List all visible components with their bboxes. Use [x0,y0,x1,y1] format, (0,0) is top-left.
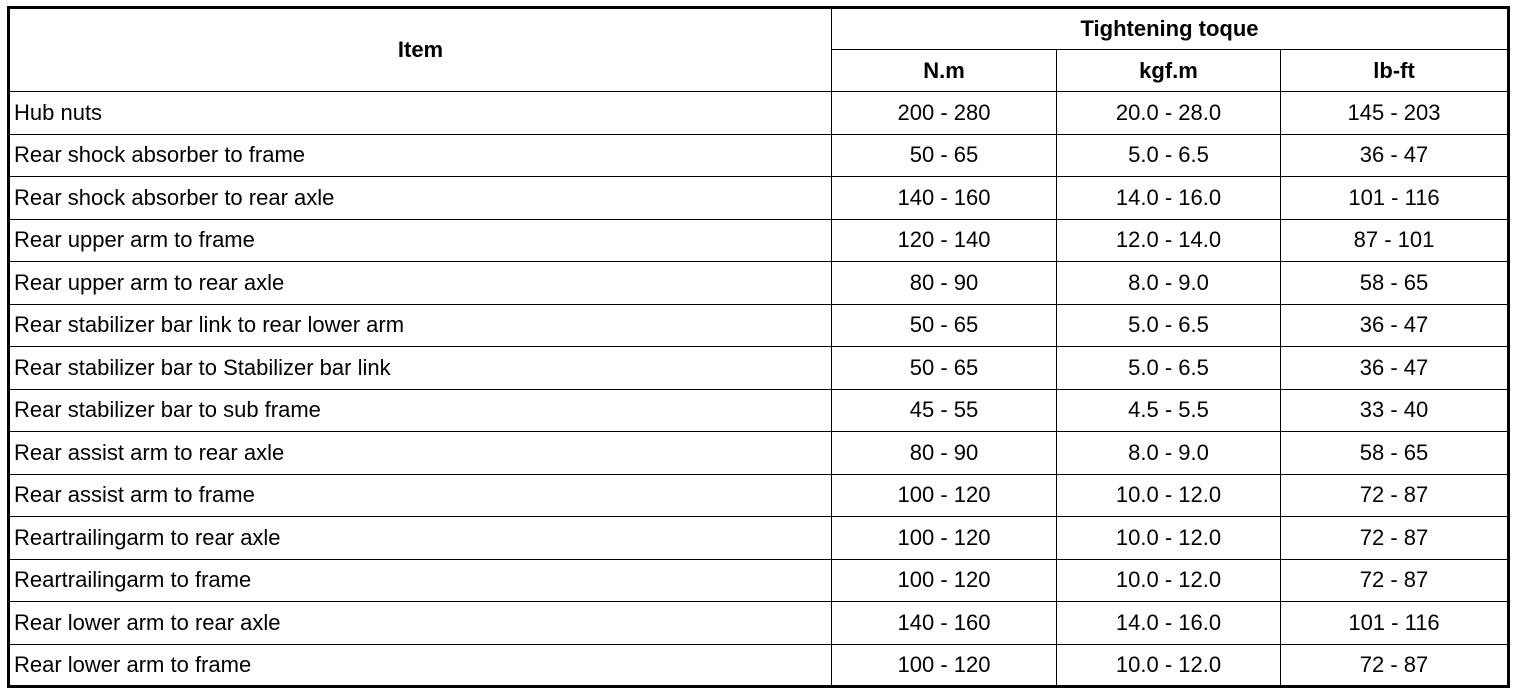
torque-spec-table [7,6,1510,688]
nm-value-cell: 120 - 140 [832,219,1057,262]
item-cell: Rear stabilizer bar to sub frame [9,389,832,432]
kgfm-value-cell: 14.0 - 16.0 [1057,602,1281,645]
nm-value-cell: 100 - 120 [832,644,1057,687]
unit-header-kgfm: kgf.m [1057,50,1281,92]
table-row [9,474,1509,517]
lbft-value-cell: 58 - 65 [1281,262,1509,305]
lbft-value-cell: 58 - 65 [1281,432,1509,475]
kgfm-value-cell: 10.0 - 12.0 [1057,517,1281,560]
table-row [9,92,1509,135]
nm-value-cell: 100 - 120 [832,559,1057,602]
table-row [9,432,1509,475]
kgfm-value-cell: 5.0 - 6.5 [1057,134,1281,177]
kgfm-value-cell: 5.0 - 6.5 [1057,304,1281,347]
item-cell: Rear stabilizer bar to Stabilizer bar link [9,347,832,390]
nm-value-cell: 50 - 65 [832,304,1057,347]
kgfm-value-cell: 10.0 - 12.0 [1057,559,1281,602]
item-cell: Rear lower arm to frame [9,644,832,687]
lbft-value-cell: 101 - 116 [1281,602,1509,645]
item-cell: Rear lower arm to rear axle [9,602,832,645]
kgfm-value-cell: 5.0 - 6.5 [1057,347,1281,390]
nm-value-cell: 80 - 90 [832,432,1057,475]
nm-value-cell: 140 - 160 [832,602,1057,645]
table-row [9,347,1509,390]
item-cell: Rear upper arm to rear axle [9,262,832,305]
unit-header-nm: N.m [832,50,1057,92]
lbft-value-cell: 33 - 40 [1281,389,1509,432]
tightening-torque-header: Tightening toque [832,8,1509,50]
table-row [9,559,1509,602]
kgfm-value-cell: 12.0 - 14.0 [1057,219,1281,262]
item-cell: Rear shock absorber to rear axle [9,177,832,220]
lbft-value-cell: 72 - 87 [1281,559,1509,602]
lbft-value-cell: 36 - 47 [1281,134,1509,177]
item-cell: Rear upper arm to frame [9,219,832,262]
kgfm-value-cell: 20.0 - 28.0 [1057,92,1281,135]
item-cell: Rear shock absorber to frame [9,134,832,177]
table-row [9,304,1509,347]
nm-value-cell: 140 - 160 [832,177,1057,220]
table-header [9,8,1509,92]
item-cell: Rear assist arm to frame [9,474,832,517]
table-row [9,644,1509,687]
lbft-value-cell: 72 - 87 [1281,644,1509,687]
kgfm-value-cell: 14.0 - 16.0 [1057,177,1281,220]
table-row [9,602,1509,645]
nm-value-cell: 100 - 120 [832,517,1057,560]
nm-value-cell: 45 - 55 [832,389,1057,432]
lbft-value-cell: 145 - 203 [1281,92,1509,135]
kgfm-value-cell: 10.0 - 12.0 [1057,644,1281,687]
unit-header-lbft: lb-ft [1281,50,1509,92]
item-cell: Hub nuts [9,92,832,135]
nm-value-cell: 50 - 65 [832,347,1057,390]
nm-value-cell: 200 - 280 [832,92,1057,135]
table-row [9,517,1509,560]
nm-value-cell: 50 - 65 [832,134,1057,177]
lbft-value-cell: 87 - 101 [1281,219,1509,262]
kgfm-value-cell: 10.0 - 12.0 [1057,474,1281,517]
table-row [9,134,1509,177]
lbft-value-cell: 72 - 87 [1281,474,1509,517]
header-row-top [9,8,1509,50]
table-row [9,389,1509,432]
item-column-header: Item [9,8,832,92]
item-cell: Reartrailingarm to rear axle [9,517,832,560]
item-cell: Reartrailingarm to frame [9,559,832,602]
lbft-value-cell: 36 - 47 [1281,304,1509,347]
lbft-value-cell: 72 - 87 [1281,517,1509,560]
kgfm-value-cell: 4.5 - 5.5 [1057,389,1281,432]
table-row [9,262,1509,305]
nm-value-cell: 80 - 90 [832,262,1057,305]
table-row [9,177,1509,220]
lbft-value-cell: 36 - 47 [1281,347,1509,390]
item-cell: Rear assist arm to rear axle [9,432,832,475]
nm-value-cell: 100 - 120 [832,474,1057,517]
kgfm-value-cell: 8.0 - 9.0 [1057,432,1281,475]
kgfm-value-cell: 8.0 - 9.0 [1057,262,1281,305]
table-row [9,219,1509,262]
table-body [9,92,1509,687]
item-cell: Rear stabilizer bar link to rear lower arm [9,304,832,347]
lbft-value-cell: 101 - 116 [1281,177,1509,220]
